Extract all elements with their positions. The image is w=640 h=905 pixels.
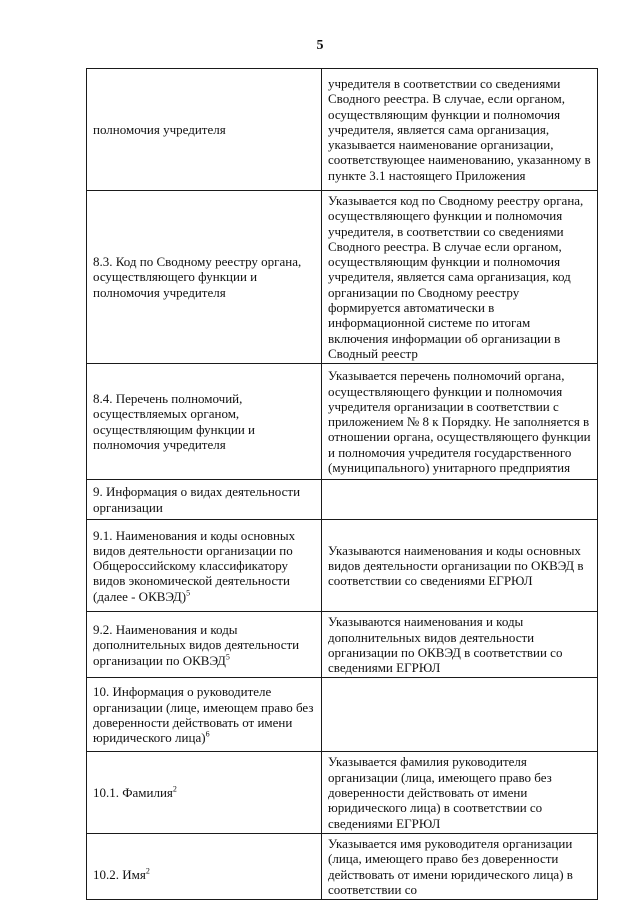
table-row	[87, 833, 598, 899]
cell-text: Указывается код по Сводному реестру органа, осуществляющего функции и полномочия учредителя, в соответствии со сведениями Сводного реестра. В случае если органом, осуществляющим функции и полномочия учредителя, является сама организация, код организации по Сводному реестру формируется автоматически в информационной системе по итогам включения информации об организации в Сводный реестр	[328, 193, 584, 361]
left-cell	[87, 480, 322, 520]
footnote-mark: 5	[225, 652, 230, 662]
table-row	[87, 69, 598, 191]
cell-text: Указывается перечень полномочий органа, осуществляющего функции и полномочия учредителя организации в соответствии с приложением № 8 к Порядку. Не заполняется в отношении органа, осуществляющего функции и полномочия учредителя государственного (муниципального) унитарного предприятия	[328, 368, 591, 475]
table-row	[87, 364, 598, 480]
right-cell	[322, 612, 598, 678]
cell-text: 10.1. Фамилия	[93, 785, 173, 801]
left-cell	[87, 364, 322, 480]
table-row	[87, 480, 598, 520]
right-cell	[322, 191, 598, 364]
left-cell	[87, 69, 322, 191]
cell-text: 8.4. Перечень полномочий, осуществляемых органом, осуществляющим функции и полномочия учредителя	[93, 391, 256, 453]
right-cell	[322, 678, 598, 752]
cell-text: 10.2. Имя	[93, 866, 146, 882]
table-row	[87, 752, 598, 833]
cell-text: 9. Информация о видах деятельности организации	[93, 484, 301, 515]
footnote-mark: 2	[145, 866, 150, 876]
cell-text: 10. Информация о руководителе организации (лице, имеющем право без доверенности действовать от имени юридического лица)	[93, 684, 314, 746]
table-row	[87, 612, 598, 678]
cell-text: 9.2. Наименования и коды дополнительных видов деятельности организации по ОКВЭД	[93, 621, 300, 668]
right-cell	[322, 833, 598, 899]
left-cell	[87, 833, 322, 899]
right-cell	[322, 480, 598, 520]
page-number: 5	[316, 38, 324, 53]
document-table	[86, 68, 598, 900]
right-cell	[322, 752, 598, 833]
cell-text: 8.3. Код по Сводному реестру органа, осуществляющего функции и полномочия учредителя	[93, 254, 302, 300]
footnote-mark: 2	[172, 784, 177, 794]
footnote-mark: 5	[186, 588, 191, 598]
left-cell	[87, 612, 322, 678]
right-cell	[322, 69, 598, 191]
cell-text: учредителя в соответствии со сведениями Сводного реестра. В случае, если органом, осуществляющим функции и полномочия учредителя, является сама организация, указывается наименование организации, соответствующее наименованию, указанному в пункте 3.1 настоящего Приложения	[328, 75, 591, 183]
table-row	[87, 191, 598, 364]
left-cell	[87, 520, 322, 612]
cell-text: Указывается фамилия руководителя организации (лица, имеющего право без доверенности действовать от имени юридического лица) в соответствии со сведениями ЕГРЮЛ	[328, 754, 552, 831]
right-cell	[322, 520, 598, 612]
left-cell	[87, 752, 322, 833]
cell-text: 9.1. Наименования и коды основных видов деятельности организации по Общероссийскому классификатору видов экономической деятельности (далее - ОКВЭД)	[93, 527, 296, 604]
footnote-mark: 6	[205, 729, 210, 739]
cell-text: полномочия учредителя	[93, 121, 226, 137]
cell-text: Указывается имя руководителя организации (лица, имеющего право без доверенности действовать от имени юридического лица) в соответствии со	[328, 835, 573, 897]
cell-text: Указываются наименования и коды дополнительных видов деятельности организации по ОКВЭД в соответствии со сведениями ЕГРЮЛ	[328, 614, 563, 676]
table-row	[87, 678, 598, 752]
left-cell	[87, 191, 322, 364]
table-row	[87, 520, 598, 612]
cell-text: Указываются наименования и коды основных видов деятельности организации по ОКВЭД в соответствии со сведениями ЕГРЮЛ	[328, 542, 584, 589]
left-cell	[87, 678, 322, 752]
right-cell	[322, 364, 598, 480]
